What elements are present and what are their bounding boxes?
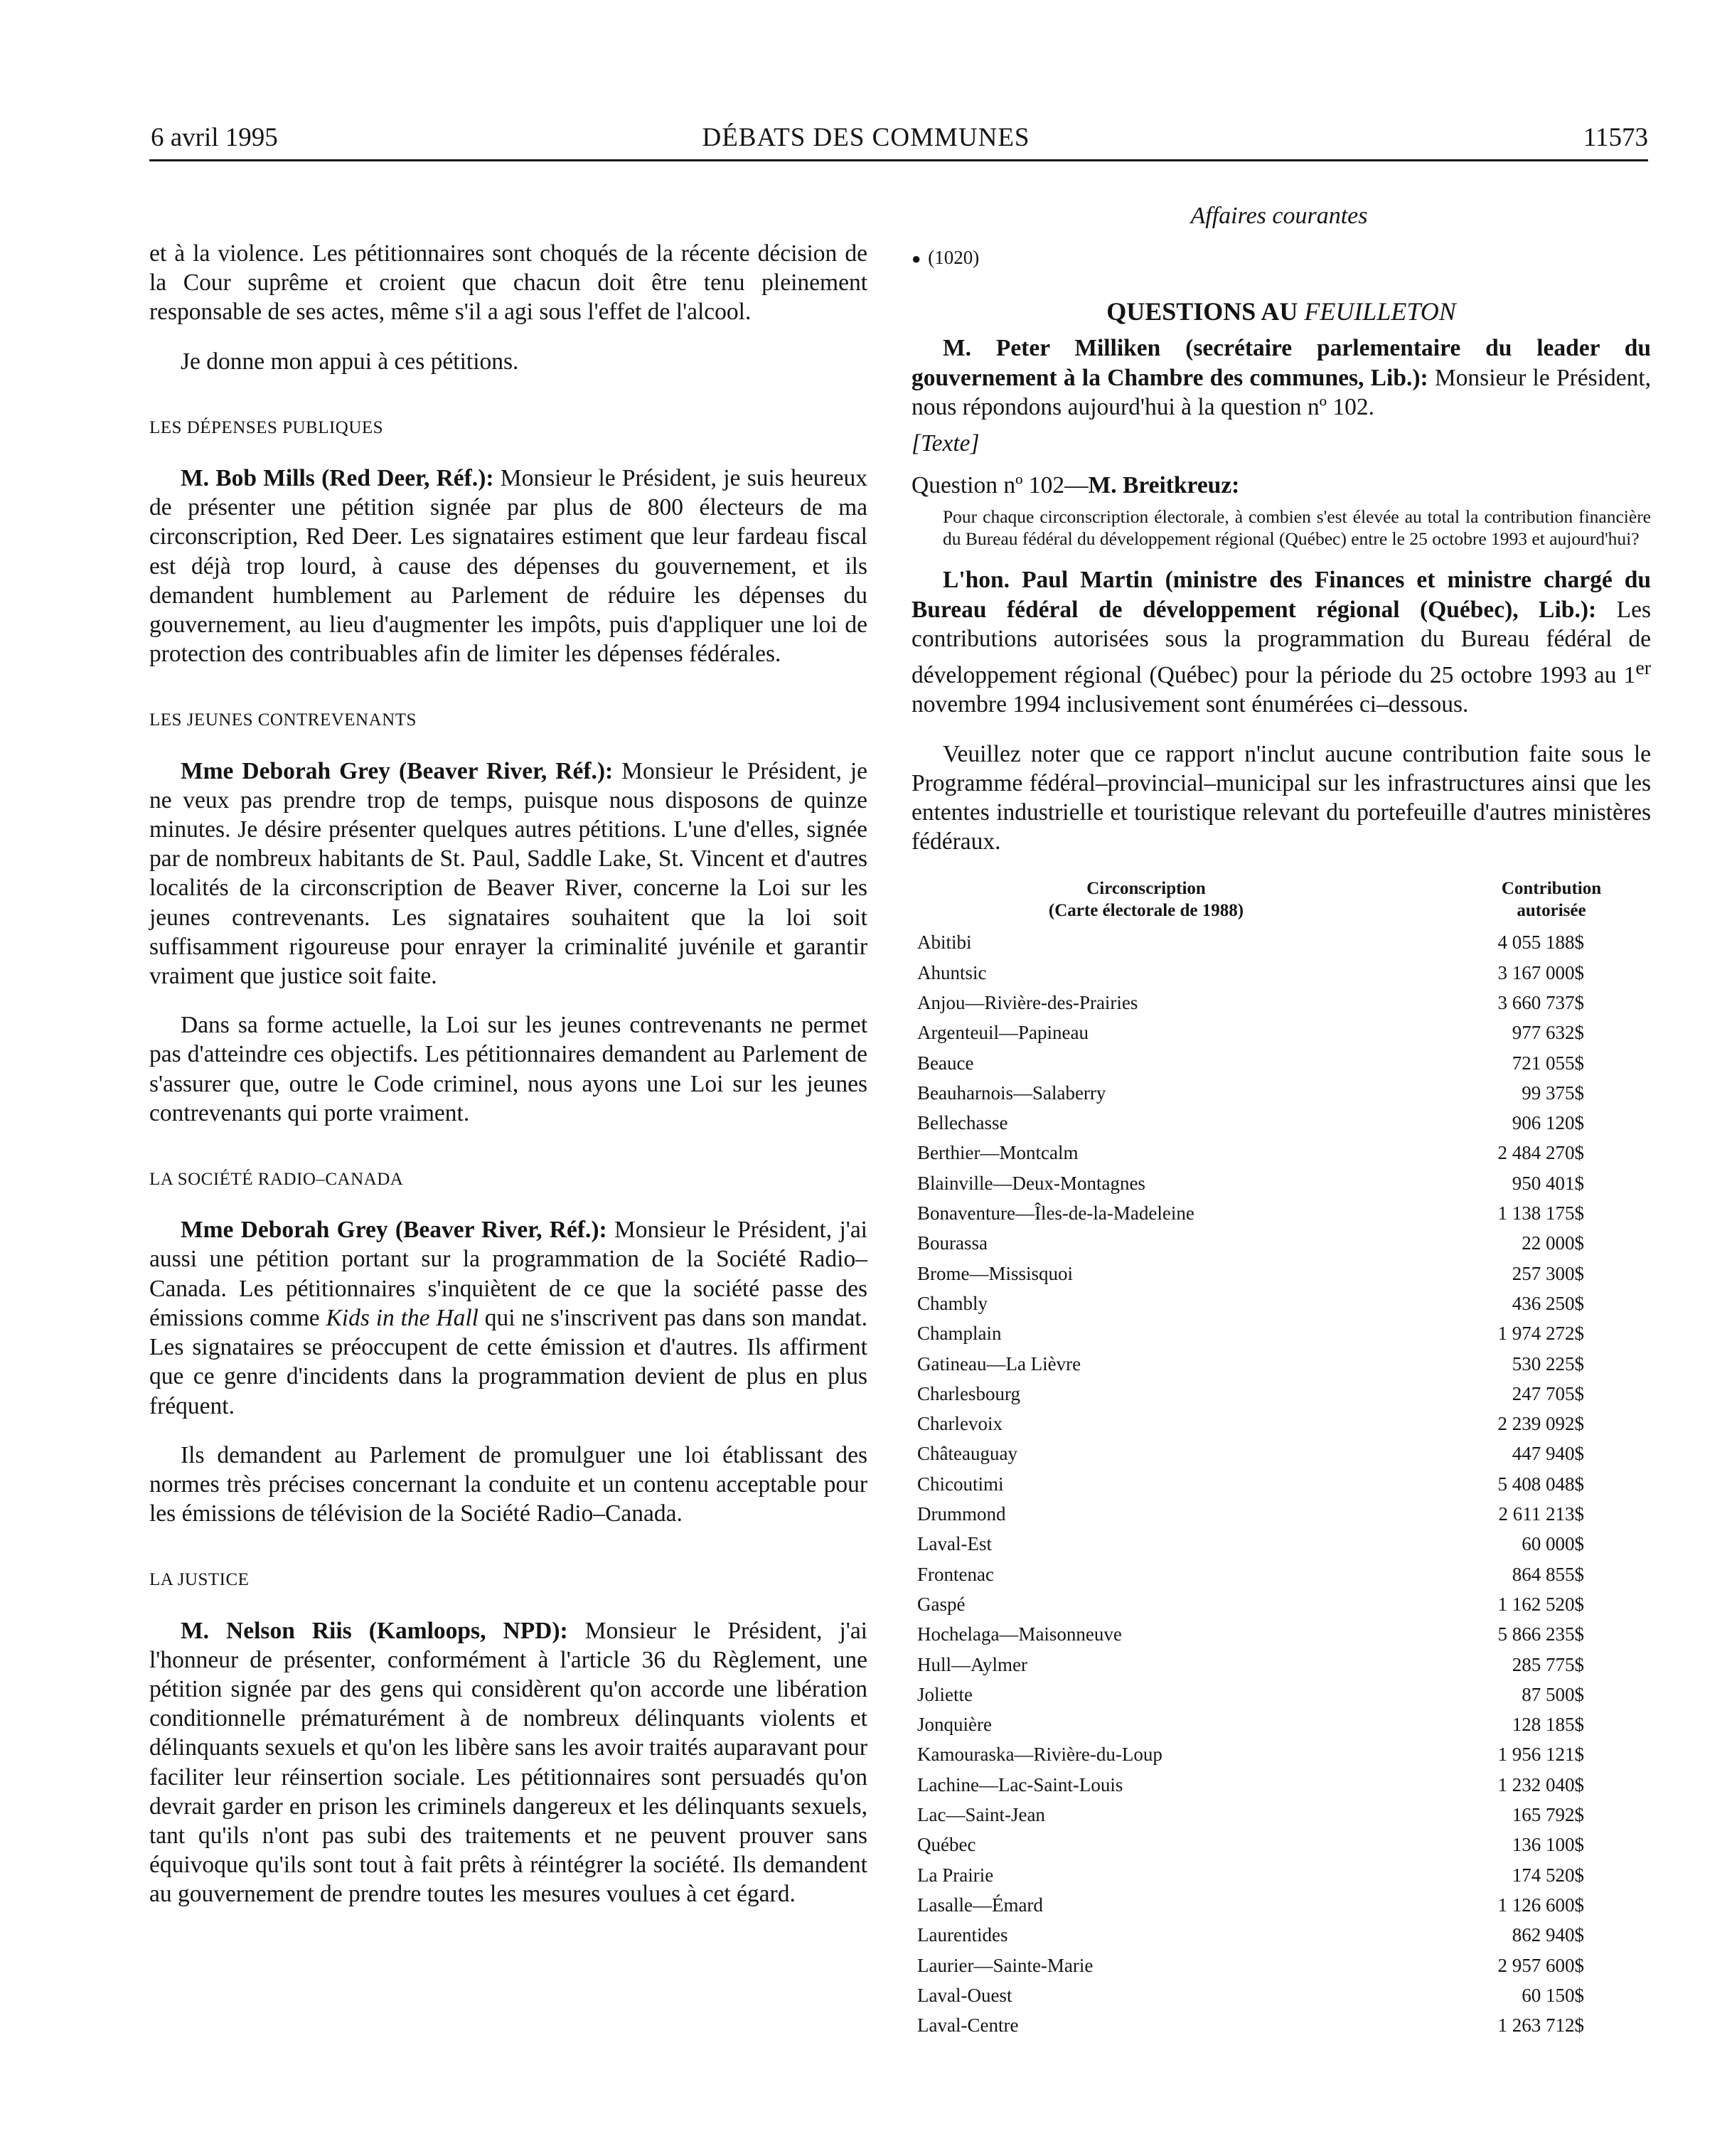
contribution-amount: 862 940$ (1512, 1924, 1584, 1946)
contribution-amount: 4 055 188$ (1497, 932, 1584, 954)
riding-name: Champlain (917, 1323, 1002, 1345)
table-row (912, 1589, 1651, 1619)
table-row (912, 958, 1651, 988)
contribution-amount: 165 792$ (1512, 1804, 1584, 1826)
riding-name: Laurentides (917, 1924, 1008, 1946)
riding-name: Beauce (917, 1052, 974, 1074)
table-row (912, 1830, 1651, 1859)
contribution-amount: 1 138 175$ (1497, 1202, 1584, 1224)
question-number: Question nº 102— (912, 472, 1089, 499)
contribution-amount: 2 957 600$ (1497, 1954, 1584, 1976)
speaker-riis: M. Nelson Riis (Kamloops, NPD): (181, 1617, 568, 1644)
table-row (912, 1950, 1651, 1980)
contribution-amount: 257 300$ (1512, 1262, 1584, 1284)
table-row (912, 1108, 1651, 1138)
questions-heading (912, 297, 1651, 326)
contribution-amount: 128 185$ (1512, 1714, 1584, 1736)
table-row (912, 1529, 1651, 1559)
contribution-amount: 1 974 272$ (1497, 1323, 1584, 1345)
contribution-amount: 60 000$ (1522, 1533, 1584, 1555)
table-header-amount (1452, 877, 1651, 922)
speaker-grey-2: Mme Deborah Grey (Beaver River, Réf.): (181, 1217, 607, 1244)
riding-name: Blainville—Deux-Montagnes (917, 1172, 1145, 1194)
table-row (912, 1680, 1651, 1709)
left-column (149, 239, 867, 1909)
contribution-amount: 1 126 600$ (1497, 1894, 1584, 1916)
contribution-amount: 2 611 213$ (1498, 1503, 1584, 1525)
contribution-amount: 530 225$ (1512, 1352, 1584, 1375)
riding-name: Bourassa (917, 1232, 988, 1254)
riding-name: Charlevoix (917, 1413, 1003, 1435)
speech-grey-2-p2: Ils demandent au Parlement de promulguer une loi établissant des normes très précises concernant la conduite et un contenu acceptable pour les émissions de télévision de la Société Radio–Canada. (149, 1441, 867, 1527)
contribution-amount: 285 775$ (1512, 1653, 1584, 1675)
speech-milliken-text: Monsieur le Président, nous répondons aujourd'hui à la question nº 102. (912, 364, 1651, 420)
table-body (912, 927, 1651, 2040)
table-row (912, 1048, 1651, 1078)
riding-name: Bonaventure—Îles-de-la-Madeleine (917, 1202, 1194, 1224)
continued-paragraph: et à la violence. Les pétitionnaires sont choqués de la récente décision de la Cour suprême et croient que chacun doit être tenu pleinement responsable de ses actes, même s'il a agi sous l'effet de l'alcool. (149, 240, 867, 326)
speech-martin-text-a: Les contributions autorisées sous la programmation du Bureau fédéral de développement régional (Québec) pour la période du 25 octobre 1993 au 1 (912, 596, 1651, 689)
riding-name: Frontenac (917, 1563, 994, 1585)
subheading-radio-canada: LA SOCIÉTÉ RADIO–CANADA (149, 1170, 404, 1190)
table-row (912, 1469, 1651, 1499)
riding-name: Berthier—Montcalm (917, 1142, 1079, 1164)
contribution-amount: 99 375$ (1522, 1082, 1584, 1104)
speaker-mills: M. Bob Mills (Red Deer, Réf.): (181, 465, 494, 492)
riding-name: Québec (917, 1834, 976, 1856)
subheading-justice: LA JUSTICE (149, 1570, 250, 1590)
table-header-riding-line2: (Carte électorale de 1988) (1048, 901, 1244, 921)
riding-name: Lasalle—Émard (917, 1894, 1043, 1916)
header-page-number: 11573 (1583, 123, 1648, 152)
table-row (912, 1288, 1651, 1318)
table-row (912, 1650, 1651, 1680)
table-row (912, 1439, 1651, 1468)
show-title: Kids in the Hall (326, 1304, 479, 1331)
speaker-grey-1: Mme Deborah Grey (Beaver River, Réf.): (181, 757, 614, 784)
table-row (912, 1980, 1651, 2010)
table-row (912, 1138, 1651, 1168)
contribution-amount: 977 632$ (1512, 1022, 1584, 1044)
riding-name: Kamouraska—Rivière-du-Loup (917, 1744, 1162, 1766)
riding-name: Joliette (917, 1683, 973, 1705)
table-row (912, 1078, 1651, 1108)
riding-name: Hull—Aylmer (917, 1653, 1027, 1675)
table-row (912, 1198, 1651, 1228)
contribution-amount: 87 500$ (1522, 1683, 1584, 1705)
table-row (912, 1920, 1651, 1950)
table-row (912, 1379, 1651, 1409)
table-header-amount-line1: Contribution (1501, 879, 1602, 899)
table-row (912, 1318, 1651, 1348)
speech-milliken (912, 333, 1651, 422)
contribution-amount: 864 855$ (1512, 1563, 1584, 1585)
contribution-amount: 1 162 520$ (1497, 1593, 1584, 1615)
speech-grey-1-p2: Dans sa forme actuelle, la Loi sur les jeunes contrevenants ne permet pas d'atteindre ces objectifs. Les pétitionnaires demandent au Parlement de s'assurer que, outre le Code criminel, nous ayons une Loi sur les jeunes contrevenants qui porte vraiment. (149, 1012, 867, 1126)
contribution-amount: 22 000$ (1522, 1232, 1584, 1254)
contribution-amount: 247 705$ (1512, 1382, 1584, 1404)
speech-grey-2-text-a: Monsieur le Président, j'ai aussi une pétition portant sur la programmation de la Société Radio–Canada. Les pétitionnaires s'inquiètent de ce que la société passe des émissions comme (149, 1217, 867, 1331)
contribution-amount: 1 232 040$ (1497, 1773, 1584, 1795)
riding-name: Chambly (917, 1292, 988, 1314)
question-line (912, 471, 1651, 500)
contribution-amount: 950 401$ (1512, 1172, 1584, 1194)
riding-name: Lachine—Lac-Saint-Louis (917, 1773, 1123, 1795)
speech-grey-1-text: Monsieur le Président, je ne veux pas prendre trop de temps, puisque nous disposons de quinze minutes. Je désire présenter quelques autres pétitions. L'une d'elles, signée par de nombreux habitants de St. Paul, Saddle Lake, St. Vincent et d'autres localités de la circonscription de Beaver River, concerne la Loi sur les jeunes contrevenants. Les signataires souhaitent que la loi soit suffisamment rigoureuse pour enrayer la criminalité juvénile et garantir vraiment que justice soit faite. (149, 757, 867, 990)
contribution-amount: 2 239 092$ (1497, 1413, 1584, 1435)
table-header-amount-line2: autorisée (1517, 901, 1586, 921)
question-author: M. Breitkreuz: (1088, 472, 1240, 499)
table-row (912, 1349, 1651, 1379)
right-column (912, 239, 1651, 2040)
contribution-amount: 721 055$ (1512, 1052, 1584, 1074)
table-row (912, 1800, 1651, 1830)
riding-name: Gatineau—La Lièvre (917, 1352, 1081, 1375)
riding-name: Beauharnois—Salaberry (917, 1082, 1106, 1104)
header-rule (149, 159, 1648, 161)
speech-mills-text: Monsieur le Président, je suis heureux de présenter une pétition signée par plus de 800 électeurs de ma circonscription, Red Deer. Les signataires estiment que leur fardeau fiscal est déjà trop lourd, à cause des dépenses du gouvernement, et ils demandent humblement au Parlement de réduire les dépenses du gouvernement, au lieu d'augmenter les impôts, puis d'appliquer une loi de protection des contribuables afin de limiter les dépenses fédérales. (149, 465, 867, 668)
riding-name: Anjou—Rivière-des-Prairies (917, 992, 1138, 1013)
speech-riis (149, 1616, 867, 1909)
table-header (912, 877, 1651, 927)
speech-martin-text-b: novembre 1994 inclusivement sont énumérées ci–dessous. (912, 691, 1469, 718)
speech-mills (149, 464, 867, 668)
riding-name: Hochelaga—Maisonneuve (917, 1623, 1122, 1645)
riding-name: Laval-Est (917, 1533, 992, 1555)
questions-heading-a: QUESTIONS AU (1106, 297, 1298, 326)
subheading-jeunes: LES JEUNES CONTREVENANTS (149, 710, 417, 730)
contribution-amount: 5 866 235$ (1497, 1623, 1584, 1645)
riding-name: Charlesbourg (917, 1382, 1020, 1404)
riding-name: Gaspé (917, 1593, 966, 1615)
riding-name: Laval-Ouest (917, 1984, 1012, 2006)
texte-marker: [Texte] (912, 430, 980, 457)
contributions-table (912, 877, 1651, 2040)
contribution-amount: 5 408 048$ (1497, 1473, 1584, 1495)
speech-martin (912, 565, 1651, 719)
contribution-amount: 3 167 000$ (1497, 961, 1584, 983)
speech-grey-2-text-b: qui ne s'inscrivent pas dans son mandat. Les signataires se préoccupent de cette émission et d'autres. Ils affirment que ce genre d'incidents dans la programmation devient de plus en plus fréquent. (149, 1304, 867, 1419)
table-row (912, 1168, 1651, 1198)
section-label: Affaires courantes (1190, 203, 1368, 229)
time-stamp (912, 243, 1651, 273)
riding-name: Laurier—Sainte-Marie (917, 1954, 1094, 1976)
riding-name: Chicoutimi (917, 1473, 1004, 1495)
note-paragraph: Veuillez noter que ce rapport n'inclut aucune contribution faite sous le Programme fédéral–provincial–municipal sur les infrastructures ainsi que les ententes industrielle et touristique relevant du portefeuille d'autres ministères fédéraux. (912, 740, 1651, 855)
table-row (912, 1890, 1651, 1920)
contribution-amount: 436 250$ (1512, 1292, 1584, 1314)
speaker-milliken: M. Peter Milliken (secrétaire parlementaire du leader du gouvernement à la Chambre des communes, Lib.): (912, 335, 1651, 391)
table-row (912, 1228, 1651, 1258)
speech-grey-1 (149, 757, 867, 991)
speaker-martin: L'hon. Paul Martin (ministre des Finances et ministre chargé du Bureau fédéral de développement régional (Québec), Lib.): (912, 567, 1651, 623)
header-title: DÉBATS DES COMMUNES (702, 123, 1030, 152)
riding-name: Lac—Saint-Jean (917, 1804, 1045, 1826)
riding-name: Châteauguay (917, 1443, 1017, 1465)
riding-name: La Prairie (917, 1864, 994, 1886)
contribution-amount: 2 484 270$ (1497, 1142, 1584, 1164)
table-row (912, 1770, 1651, 1800)
speech-grey-2 (149, 1215, 867, 1420)
contribution-amount: 174 520$ (1512, 1864, 1584, 1886)
riding-name: Brome—Missisquoi (917, 1262, 1074, 1284)
riding-name: Bellechasse (917, 1112, 1008, 1134)
riding-name: Argenteuil—Papineau (917, 1022, 1089, 1044)
speech-riis-text: Monsieur le Président, j'ai l'honneur de présenter, conformément à l'article 36 du Règlement, une pétition signée par des gens qui considèrent qu'on accorde une libération conditionnelle prématurément à de nombreux délinquants violents et délinquants sexuels et qu'on les libère sans les avoir traités auparavant pour faciliter leur réinsertion sociale. Les pétitionnaires sont persuadés qu'on devrait garder en prison les criminels dangereux et les délinquants sexuels, tant qu'ils n'ont pas subi des traitements et ne peuvent prouver sans équivoque qu'ils sont tout à fait prêts à réintégrer la société. Ils demandent au gouvernement de prendre toutes les mesures voulues à cet égard. (149, 1617, 867, 1908)
contribution-amount: 447 940$ (1512, 1443, 1584, 1465)
table-row (912, 1559, 1651, 1589)
table-row (912, 1409, 1651, 1439)
riding-name: Drummond (917, 1503, 1006, 1525)
table-row (912, 988, 1651, 1018)
table-row (912, 1860, 1651, 1890)
table-row (912, 1709, 1651, 1739)
riding-name: Abitibi (917, 932, 972, 954)
table-header-riding-line1: Circonscription (1086, 879, 1206, 899)
table-row (912, 1619, 1651, 1649)
header-date: 6 avril 1995 (151, 123, 278, 152)
table-row (912, 927, 1651, 957)
time-stamp-text: (1020) (928, 247, 980, 268)
table-row (912, 1018, 1651, 1047)
table-row (912, 1259, 1651, 1288)
riding-name: Laval-Centre (917, 2014, 1019, 2037)
contribution-amount: 60 150$ (1522, 1984, 1584, 2006)
support-paragraph: Je donne mon appui à ces pétitions. (181, 348, 519, 375)
table-row (912, 1739, 1651, 1769)
riding-name: Jonquière (917, 1714, 992, 1736)
contribution-amount: 1 956 121$ (1497, 1744, 1584, 1766)
contribution-amount: 136 100$ (1512, 1834, 1584, 1856)
contribution-amount: 3 660 737$ (1497, 992, 1584, 1013)
table-row (912, 2010, 1651, 2040)
question-body: Pour chaque circonscription électorale, à combien s'est élevée au total la contribution financière du Bureau fédéral du développement régional (Québec) entre le 25 octobre 1993 et aujourd'hui? (943, 506, 1651, 550)
table-header-riding (1025, 877, 1267, 922)
bullet-icon: ● (912, 250, 921, 267)
riding-name: Ahuntsic (917, 961, 987, 983)
questions-heading-b: FEUILLETON (1304, 297, 1456, 326)
speech-martin-sup: er (1635, 657, 1651, 680)
contribution-amount: 906 120$ (1512, 1112, 1584, 1134)
subheading-depenses: LES DÉPENSES PUBLIQUES (149, 417, 384, 437)
table-row (912, 1499, 1651, 1529)
contribution-amount: 1 263 712$ (1497, 2014, 1584, 2037)
